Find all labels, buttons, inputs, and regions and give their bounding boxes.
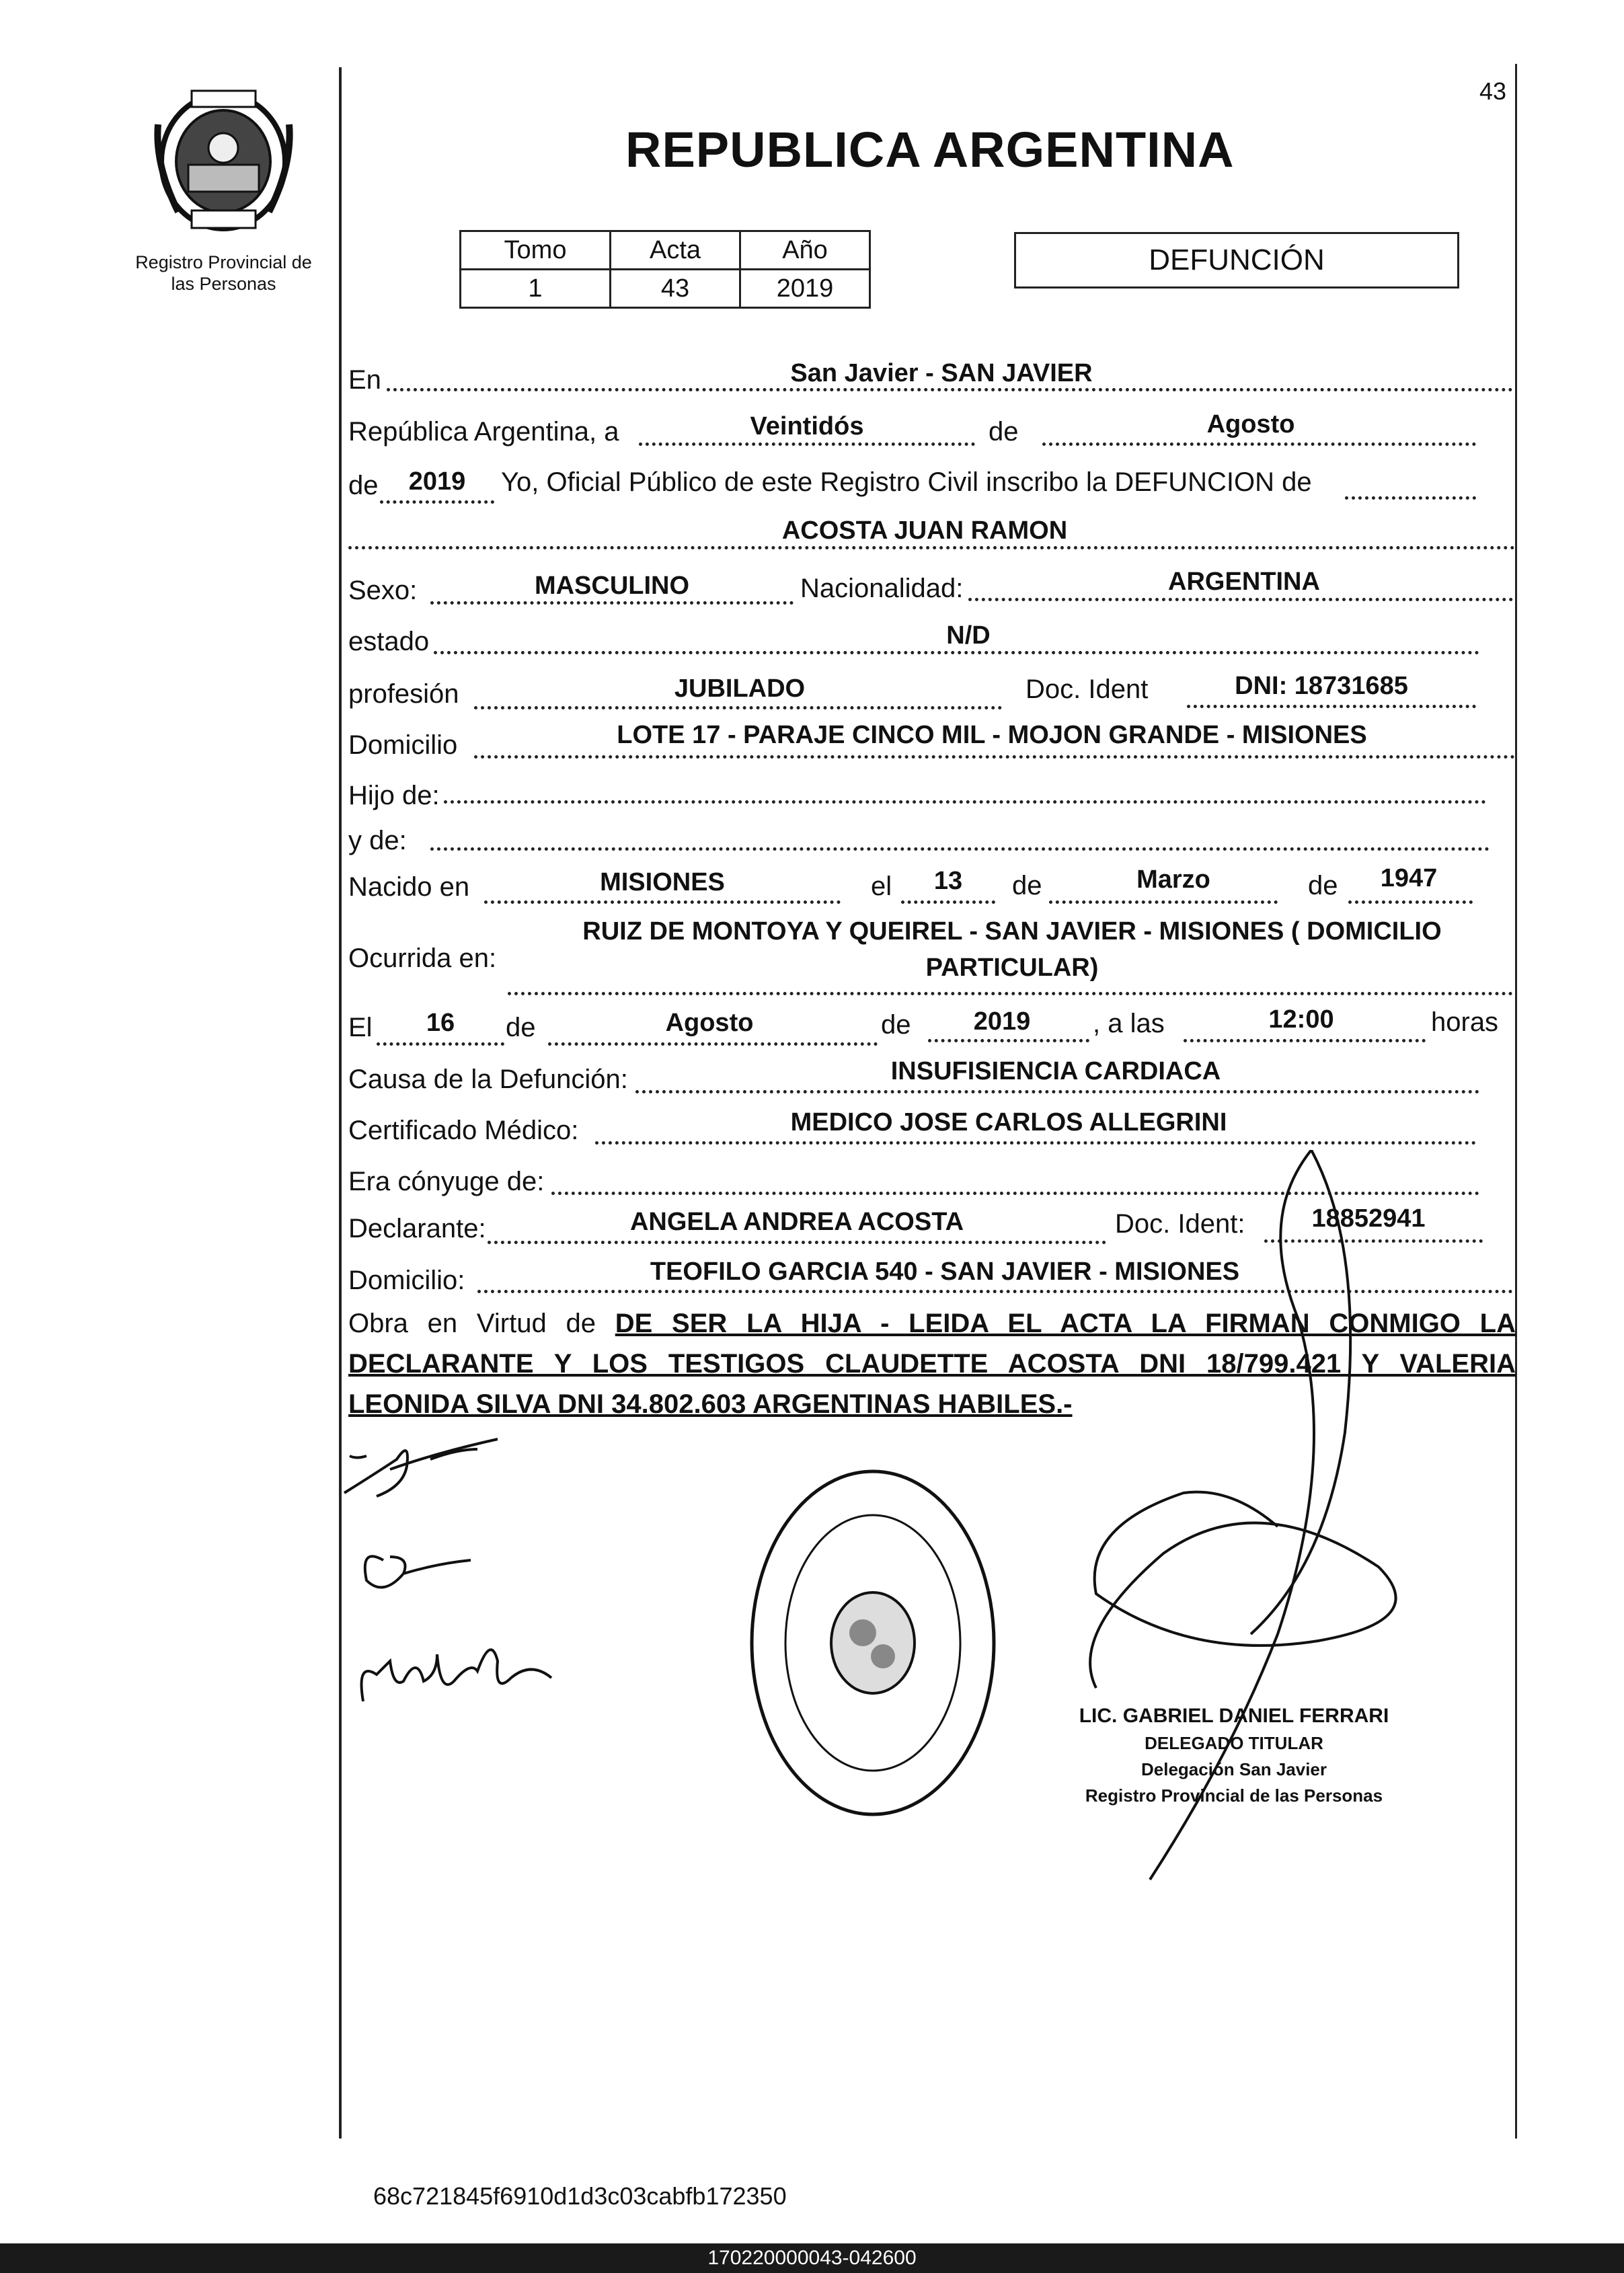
label-doc-ident2: Doc. Ident: bbox=[1115, 1209, 1245, 1239]
dotted-line bbox=[548, 1042, 878, 1046]
label-a-las: , a las bbox=[1093, 1009, 1165, 1038]
dotted-line bbox=[474, 706, 1002, 709]
field-domicilio: LOTE 17 - PARAJE CINCO MIL - MOJON GRANDE - MISIONES bbox=[617, 721, 1367, 749]
field-declarante: ANGELA ANDREA ACOSTA bbox=[629, 1208, 964, 1236]
label-de-nac-mes: de bbox=[1012, 871, 1042, 900]
footer-id-bar: 170220000043-042600 bbox=[0, 2243, 1624, 2273]
label-nacido-en: Nacido en bbox=[348, 872, 470, 902]
margin-line-left bbox=[339, 67, 342, 2139]
label-de-def-anio: de bbox=[881, 1010, 911, 1040]
field-declarante-domicilio: TEOFILO GARCIA 540 - SAN JAVIER - MISIONES bbox=[650, 1258, 1240, 1286]
dotted-line bbox=[348, 546, 1515, 549]
table-value-acta: 43 bbox=[611, 270, 740, 308]
label-ocurrida-en: Ocurrida en: bbox=[348, 943, 497, 973]
field-nac-mes: Marzo bbox=[1136, 865, 1210, 894]
label-republica: República Argentina, a bbox=[348, 417, 619, 447]
label-domicilio2: Domicilio: bbox=[348, 1266, 465, 1295]
dotted-line bbox=[444, 800, 1486, 804]
field-lugar: San Javier - SAN JAVIER bbox=[790, 359, 1093, 387]
field-nac-anio: 1947 bbox=[1380, 864, 1438, 892]
field-mes: Agosto bbox=[1206, 410, 1295, 438]
label-de: de bbox=[989, 417, 1019, 447]
label-y-de: y de: bbox=[348, 826, 407, 855]
field-ocurrida-1: RUIZ DE MONTOYA Y QUEIREL - SAN JAVIER - MISIONES ( DOMICILIO bbox=[582, 917, 1442, 946]
registry-label-line1: Registro Provincial de bbox=[135, 252, 312, 272]
dotted-line bbox=[1042, 442, 1476, 446]
dotted-line bbox=[387, 388, 1513, 391]
dotted-line bbox=[377, 1042, 504, 1046]
table-header-anio: Año bbox=[740, 231, 870, 270]
dotted-line bbox=[901, 900, 995, 904]
field-causa: INSUFISIENCIA CARDIACA bbox=[890, 1057, 1221, 1085]
witness-signatures bbox=[336, 1419, 619, 1701]
label-nacionalidad: Nacionalidad: bbox=[800, 574, 964, 603]
field-nacionalidad: ARGENTINA bbox=[1168, 568, 1320, 596]
dotted-line bbox=[1187, 705, 1476, 708]
dotted-line bbox=[1345, 496, 1476, 500]
document-hash: 68c721845f6910d1d3c03cabfb172350 bbox=[373, 2182, 787, 2210]
label-el: El bbox=[348, 1013, 373, 1042]
signatory-office: Delegación San Javier bbox=[1140, 1759, 1327, 1779]
dotted-line bbox=[928, 1039, 1089, 1042]
signatory-block bbox=[1046, 1705, 1422, 1806]
field-estado: N/D bbox=[946, 621, 991, 650]
logo-caption bbox=[108, 252, 340, 295]
obra-prefix: Obra en Virtud de bbox=[348, 1309, 596, 1338]
margin-line-right bbox=[1515, 64, 1517, 2139]
field-declarante-doc: 18852941 bbox=[1311, 1204, 1426, 1233]
signatory-name: LIC. GABRIEL DANIEL FERRARI bbox=[1079, 1705, 1389, 1727]
registry-label-line2: las Personas bbox=[171, 274, 276, 294]
dotted-line bbox=[595, 1141, 1476, 1145]
dotted-line bbox=[968, 598, 1513, 601]
label-yo-text: Yo, Oficial Público de este Registro Civil inscribo la DEFUNCION de bbox=[501, 467, 1312, 497]
field-dni: DNI: 18731685 bbox=[1235, 672, 1408, 700]
label-conyuge: Era cónyuge de: bbox=[348, 1167, 545, 1196]
label-certificado: Certificado Médico: bbox=[348, 1116, 579, 1145]
field-anio: 2019 bbox=[408, 467, 466, 496]
dotted-line bbox=[434, 651, 1479, 654]
record-table bbox=[459, 230, 871, 309]
label-de-def-mes: de bbox=[506, 1013, 536, 1042]
label-profesion: profesión bbox=[348, 679, 459, 709]
dotted-line bbox=[484, 900, 841, 904]
field-sexo: MASCULINO bbox=[534, 572, 690, 600]
dotted-line bbox=[1049, 900, 1278, 904]
province-logo bbox=[151, 84, 296, 235]
field-def-dia: 16 bbox=[426, 1009, 455, 1037]
dotted-line bbox=[639, 442, 975, 446]
field-nombre: ACOSTA JUAN RAMON bbox=[781, 516, 1068, 545]
label-hijo-de: Hijo de: bbox=[348, 781, 440, 810]
field-dia-texto: Veintidós bbox=[750, 412, 864, 440]
label-en: En bbox=[348, 365, 381, 395]
dotted-line bbox=[474, 755, 1515, 759]
obra-text: DE SER LA HIJA - LEIDA EL ACTA LA FIRMAN CONMIGO LA DECLARANTE Y LOS TESTIGOS CLAUDETTE ACOSTA DNI 18/799.421 Y VALERIA LEONIDA SILVA DNI 34.802.603 ARGENTINAS HABILES.- bbox=[348, 1309, 1516, 1419]
dotted-line bbox=[430, 847, 1490, 851]
dotted-line bbox=[1348, 900, 1473, 904]
official-seal bbox=[745, 1465, 1001, 1821]
label-causa: Causa de la Defunción: bbox=[348, 1065, 628, 1094]
dotted-line bbox=[380, 500, 494, 504]
field-nacido-en: MISIONES bbox=[600, 868, 725, 896]
field-def-anio: 2019 bbox=[973, 1007, 1031, 1036]
label-domicilio: Domicilio bbox=[348, 730, 458, 760]
field-certificado: MEDICO JOSE CARLOS ALLEGRINI bbox=[790, 1108, 1227, 1136]
label-declarante: Declarante: bbox=[348, 1214, 486, 1243]
table-header-acta: Acta bbox=[611, 231, 740, 270]
dotted-line bbox=[635, 1090, 1479, 1093]
dotted-line bbox=[430, 601, 794, 605]
table-value-anio: 2019 bbox=[740, 270, 870, 308]
table-value-tomo: 1 bbox=[461, 270, 611, 308]
field-def-mes: Agosto bbox=[665, 1009, 754, 1037]
field-def-hora: 12:00 bbox=[1268, 1005, 1334, 1034]
page-number: 43 bbox=[1479, 77, 1507, 105]
label-estado: estado bbox=[348, 627, 430, 656]
signatory-registry: Registro Provincial de las Personas bbox=[1085, 1785, 1383, 1806]
label-de2: de bbox=[348, 471, 379, 500]
label-doc-ident: Doc. Ident bbox=[1026, 675, 1149, 704]
dotted-line bbox=[488, 1241, 1106, 1244]
label-sexo: Sexo: bbox=[348, 576, 418, 605]
label-horas: horas bbox=[1431, 1007, 1499, 1037]
dotted-line bbox=[1184, 1039, 1426, 1042]
label-el-nac: el bbox=[871, 872, 892, 901]
table-header-tomo: Tomo bbox=[461, 231, 611, 270]
field-ocurrida-2: PARTICULAR) bbox=[925, 954, 1099, 982]
label-de-nac-anio: de bbox=[1308, 871, 1338, 900]
field-nac-dia: 13 bbox=[933, 867, 963, 895]
record-type-box: DEFUNCIÓN bbox=[1014, 232, 1459, 288]
page-title: REPUBLICA ARGENTINA bbox=[625, 122, 1235, 178]
dotted-line bbox=[508, 992, 1513, 995]
signatory-role: DELEGADO TITULAR bbox=[1145, 1733, 1323, 1753]
field-profesion: JUBILADO bbox=[674, 675, 806, 703]
